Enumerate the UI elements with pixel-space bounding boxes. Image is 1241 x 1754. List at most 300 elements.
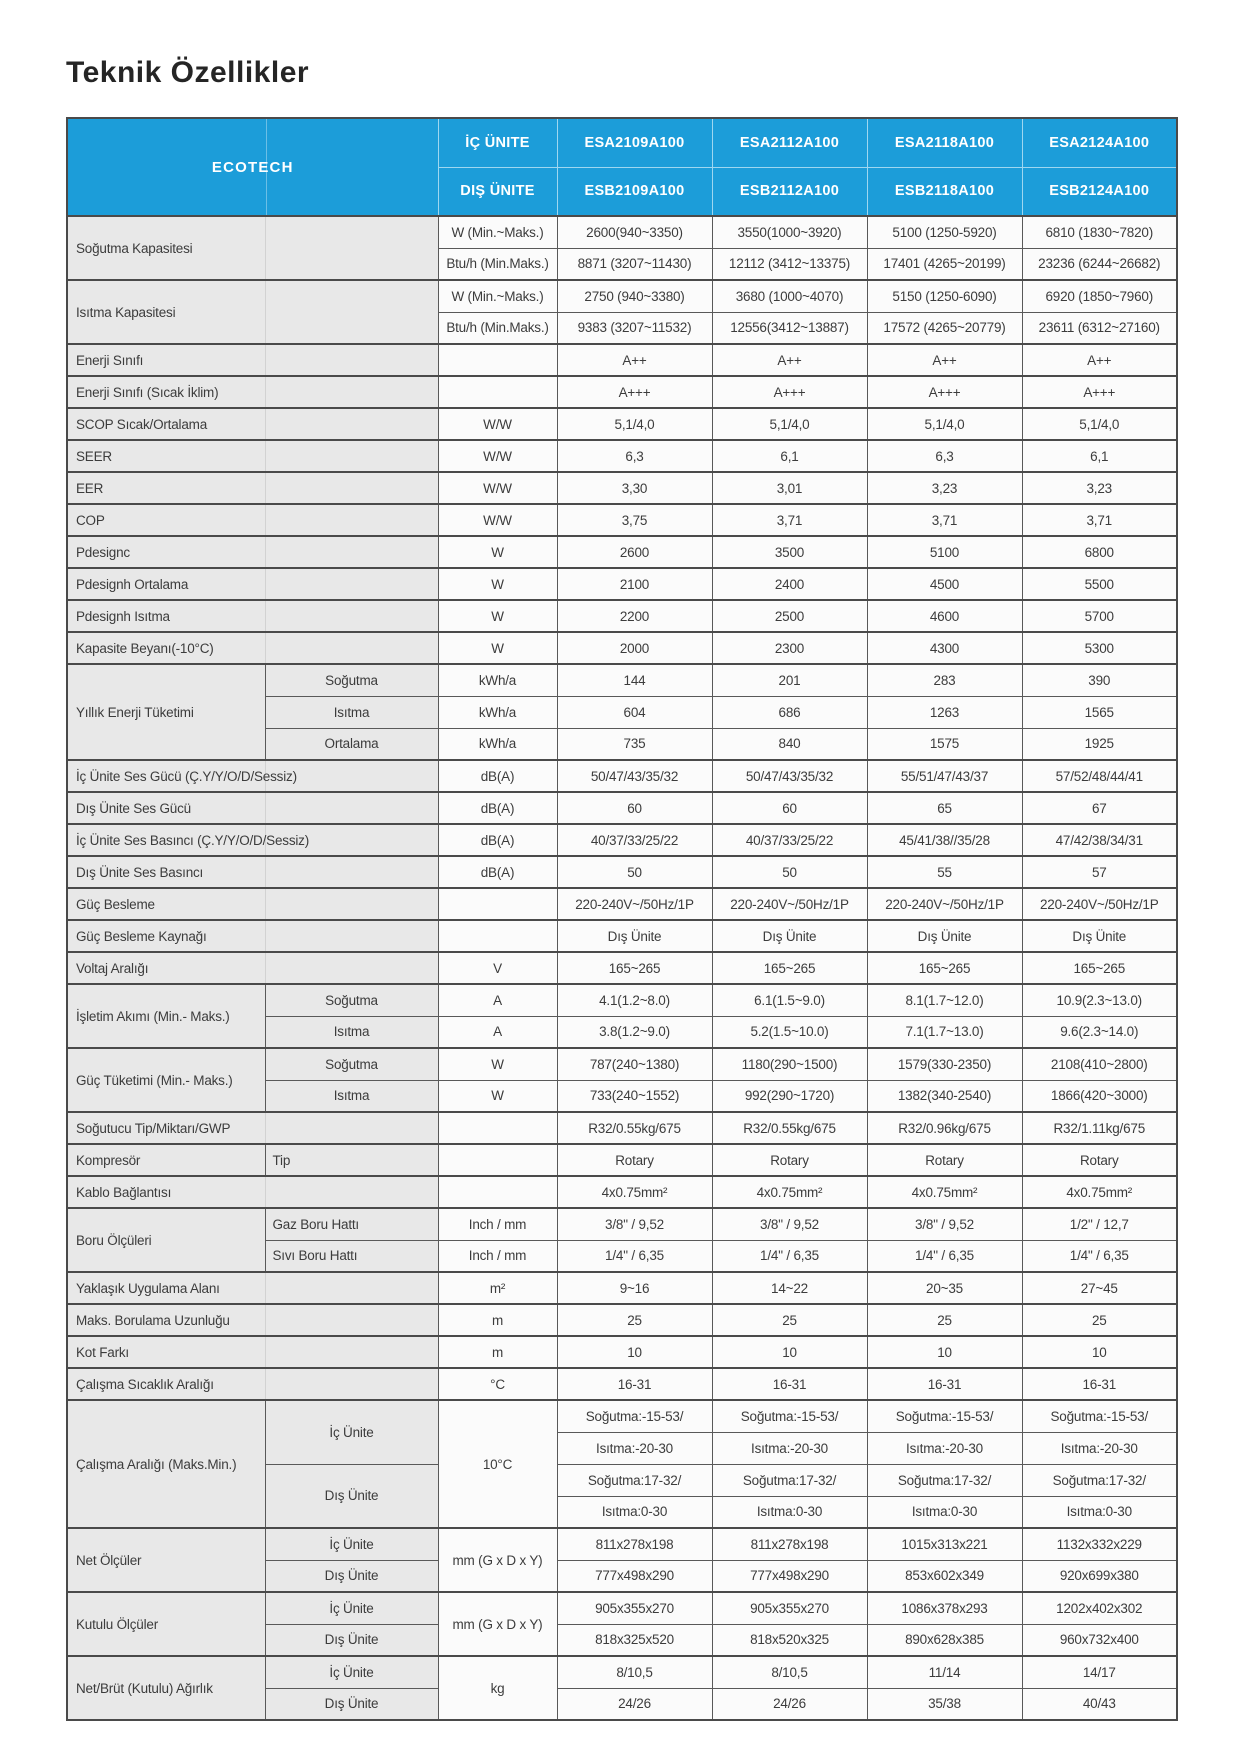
spec-value: 165~265 — [712, 952, 867, 984]
spec-label: İşletim Akımı (Min.- Maks.) — [67, 984, 265, 1048]
spec-value: 920x699x380 — [1022, 1560, 1177, 1592]
spec-value: 3/8" / 9,52 — [867, 1208, 1022, 1240]
spec-unit: W — [438, 632, 557, 664]
table-row — [67, 888, 1177, 920]
indoor-model-4: ESA2124A100 — [1022, 118, 1177, 167]
spec-value: Soğutma:17-32/ — [557, 1464, 712, 1496]
spec-label: Çalışma Aralığı (Maks.Min.) — [67, 1400, 265, 1528]
spec-value: 4.1(1.2~8.0) — [557, 984, 712, 1016]
spec-unit: mm (G x D x Y) — [438, 1528, 557, 1592]
spec-value: 4x0.75mm² — [1022, 1176, 1177, 1208]
spec-value: Soğutma:-15-53/ — [867, 1400, 1022, 1432]
table-row — [67, 1592, 1177, 1624]
spec-unit: kg — [438, 1656, 557, 1720]
spec-value: 10 — [557, 1336, 712, 1368]
spec-value: Isıtma:-20-30 — [557, 1432, 712, 1464]
spec-value: Soğutma:17-32/ — [712, 1464, 867, 1496]
spec-value: 9~16 — [557, 1272, 712, 1304]
spec-label: Net Ölçüler — [67, 1528, 265, 1592]
spec-value: 60 — [557, 792, 712, 824]
spec-value: 14/17 — [1022, 1656, 1177, 1688]
spec-value: 3,71 — [712, 504, 867, 536]
spec-value: 1015x313x221 — [867, 1528, 1022, 1560]
spec-label: Güç Tüketimi (Min.- Maks.) — [67, 1048, 265, 1112]
table-row — [67, 1304, 1177, 1336]
spec-value: 3,71 — [1022, 504, 1177, 536]
spec-value: 6,1 — [1022, 440, 1177, 472]
spec-label: Pdesignh Ortalama — [67, 568, 438, 600]
spec-unit: kWh/a — [438, 728, 557, 760]
outdoor-unit-label: DIŞ ÜNITE — [438, 167, 557, 216]
spec-label: Boru Ölçüleri — [67, 1208, 265, 1272]
spec-value: 1575 — [867, 728, 1022, 760]
table-row — [67, 376, 1177, 408]
spec-value: 2600(940~3350) — [557, 216, 712, 248]
spec-value: A++ — [712, 344, 867, 376]
spec-value: Soğutma:-15-53/ — [1022, 1400, 1177, 1432]
spec-value: A++ — [867, 344, 1022, 376]
spec-value: R32/0.55kg/675 — [557, 1112, 712, 1144]
spec-value: 201 — [712, 664, 867, 696]
spec-sub-label: Tip — [265, 1144, 438, 1176]
spec-value: 6800 — [1022, 536, 1177, 568]
spec-value: 9.6(2.3~14.0) — [1022, 1016, 1177, 1048]
spec-value: Isıtma:-20-30 — [712, 1432, 867, 1464]
spec-sub-label: Soğutma — [265, 664, 438, 696]
spec-unit — [438, 1144, 557, 1176]
table-row — [67, 856, 1177, 888]
table-row — [67, 504, 1177, 536]
spec-value: 890x628x385 — [867, 1624, 1022, 1656]
spec-value: 60 — [712, 792, 867, 824]
spec-value: 1180(290~1500) — [712, 1048, 867, 1080]
spec-value: 3/8" / 9,52 — [557, 1208, 712, 1240]
spec-sub-label: Isıtma — [265, 1080, 438, 1112]
spec-label: Voltaj Aralığı — [67, 952, 438, 984]
spec-value: 992(290~1720) — [712, 1080, 867, 1112]
spec-value: 2200 — [557, 600, 712, 632]
table-row — [67, 1272, 1177, 1304]
spec-unit — [438, 920, 557, 952]
table-row — [67, 952, 1177, 984]
table-row — [67, 984, 1177, 1016]
spec-value: 25 — [867, 1304, 1022, 1336]
spec-value: A+++ — [867, 376, 1022, 408]
table-row — [67, 1528, 1177, 1560]
spec-value: 1/4" / 6,35 — [557, 1240, 712, 1272]
spec-value: 24/26 — [557, 1688, 712, 1720]
spec-value: 23611 (6312~27160) — [1022, 312, 1177, 344]
spec-unit: W/W — [438, 504, 557, 536]
table-row — [67, 1656, 1177, 1688]
spec-value: 5,1/4,0 — [557, 408, 712, 440]
spec-sub-label: Dış Ünite — [265, 1688, 438, 1720]
spec-unit: kWh/a — [438, 664, 557, 696]
spec-label: Yaklaşık Uygulama Alanı — [67, 1272, 438, 1304]
outdoor-model-1: ESB2109A100 — [557, 167, 712, 216]
spec-value: A+++ — [1022, 376, 1177, 408]
spec-value: 777x498x290 — [557, 1560, 712, 1592]
spec-value: 50 — [712, 856, 867, 888]
spec-value: 27~45 — [1022, 1272, 1177, 1304]
spec-value: Isıtma:0-30 — [867, 1496, 1022, 1528]
spec-value: 733(240~1552) — [557, 1080, 712, 1112]
spec-value: 1086x378x293 — [867, 1592, 1022, 1624]
indoor-model-3: ESA2118A100 — [867, 118, 1022, 167]
spec-label: Yıllık Enerji Tüketimi — [67, 664, 265, 760]
spec-label: Enerji Sınıfı — [67, 344, 438, 376]
spec-value: 10.9(2.3~13.0) — [1022, 984, 1177, 1016]
spec-value: 17401 (4265~20199) — [867, 248, 1022, 280]
spec-value: 57 — [1022, 856, 1177, 888]
outdoor-model-3: ESB2118A100 — [867, 167, 1022, 216]
spec-unit: dB(A) — [438, 760, 557, 792]
spec-value: Soğutma:-15-53/ — [557, 1400, 712, 1432]
spec-value: 10 — [712, 1336, 867, 1368]
indoor-unit-label: İÇ ÜNITE — [438, 118, 557, 167]
spec-unit — [438, 1176, 557, 1208]
spec-label: Soğutucu Tip/Miktarı/GWP — [67, 1112, 438, 1144]
spec-sub-label: Dış Ünite — [265, 1464, 438, 1528]
spec-value: 4600 — [867, 600, 1022, 632]
spec-value: 3,71 — [867, 504, 1022, 536]
spec-value: 45/41/38//35/28 — [867, 824, 1022, 856]
spec-unit: m — [438, 1336, 557, 1368]
spec-label: İç Ünite Ses Basıncı (Ç.Y/Y/O/D/Sessiz) — [67, 824, 438, 856]
spec-unit: W (Min.~Maks.) — [438, 280, 557, 312]
spec-value: R32/1.11kg/675 — [1022, 1112, 1177, 1144]
spec-value: 2300 — [712, 632, 867, 664]
spec-value: A++ — [557, 344, 712, 376]
page-title: Teknik Özellikler — [66, 56, 310, 89]
spec-value: 2500 — [712, 600, 867, 632]
spec-unit: dB(A) — [438, 792, 557, 824]
spec-unit: A — [438, 1016, 557, 1048]
spec-value: 5,1/4,0 — [1022, 408, 1177, 440]
spec-unit: W/W — [438, 472, 557, 504]
table-row — [67, 920, 1177, 952]
spec-unit: Inch / mm — [438, 1240, 557, 1272]
spec-unit — [438, 376, 557, 408]
spec-value: 853x602x349 — [867, 1560, 1022, 1592]
spec-value: 1263 — [867, 696, 1022, 728]
spec-value: 12112 (3412~13375) — [712, 248, 867, 280]
spec-unit: W — [438, 1080, 557, 1112]
spec-value: 57/52/48/44/41 — [1022, 760, 1177, 792]
table-row — [67, 1400, 1177, 1432]
spec-value: 3/8" / 9,52 — [712, 1208, 867, 1240]
spec-sub-label: Gaz Boru Hattı — [265, 1208, 438, 1240]
spec-value: A+++ — [712, 376, 867, 408]
spec-value: 165~265 — [1022, 952, 1177, 984]
spec-value: 4x0.75mm² — [867, 1176, 1022, 1208]
spec-value: 2400 — [712, 568, 867, 600]
spec-value: 14~22 — [712, 1272, 867, 1304]
table-row — [67, 1144, 1177, 1176]
spec-value: 5100 — [867, 536, 1022, 568]
spec-sub-label: Dış Ünite — [265, 1624, 438, 1656]
spec-unit: W — [438, 536, 557, 568]
spec-table — [66, 117, 1178, 1721]
spec-unit: V — [438, 952, 557, 984]
spec-sub-label: Dış Ünite — [265, 1560, 438, 1592]
spec-value: 16-31 — [557, 1368, 712, 1400]
spec-sub-label: Soğutma — [265, 1048, 438, 1080]
spec-value: 65 — [867, 792, 1022, 824]
spec-value: 3,30 — [557, 472, 712, 504]
indoor-model-2: ESA2112A100 — [712, 118, 867, 167]
spec-value: 5,1/4,0 — [712, 408, 867, 440]
table-row — [67, 1336, 1177, 1368]
spec-value: Dış Ünite — [712, 920, 867, 952]
table-row — [67, 1208, 1177, 1240]
spec-unit: dB(A) — [438, 856, 557, 888]
brand-cell: ECOTECH — [67, 118, 438, 216]
spec-label: Kutulu Ölçüler — [67, 1592, 265, 1656]
spec-label: Kablo Bağlantısı — [67, 1176, 438, 1208]
table-row — [67, 1176, 1177, 1208]
spec-unit — [438, 888, 557, 920]
spec-value: 5300 — [1022, 632, 1177, 664]
spec-value: 144 — [557, 664, 712, 696]
spec-value: 5700 — [1022, 600, 1177, 632]
spec-value: 811x278x198 — [712, 1528, 867, 1560]
spec-value: 8/10,5 — [712, 1656, 867, 1688]
spec-value: 2108(410~2800) — [1022, 1048, 1177, 1080]
spec-value: Rotary — [1022, 1144, 1177, 1176]
spec-value: 50/47/43/35/32 — [557, 760, 712, 792]
spec-value: 165~265 — [557, 952, 712, 984]
table-row — [67, 1112, 1177, 1144]
spec-unit: Btu/h (Min.Maks.) — [438, 312, 557, 344]
spec-value: 4300 — [867, 632, 1022, 664]
spec-value: 3,23 — [867, 472, 1022, 504]
table-row — [67, 280, 1177, 312]
spec-value: 16-31 — [867, 1368, 1022, 1400]
spec-value: 16-31 — [712, 1368, 867, 1400]
spec-value: 67 — [1022, 792, 1177, 824]
spec-value: 6920 (1850~7960) — [1022, 280, 1177, 312]
spec-value: Rotary — [712, 1144, 867, 1176]
spec-value: 811x278x198 — [557, 1528, 712, 1560]
spec-value: 960x732x400 — [1022, 1624, 1177, 1656]
spec-value: 220-240V~/50Hz/1P — [557, 888, 712, 920]
spec-label: Dış Ünite Ses Gücü — [67, 792, 438, 824]
spec-value: 3680 (1000~4070) — [712, 280, 867, 312]
table-row — [67, 792, 1177, 824]
spec-value: 8/10,5 — [557, 1656, 712, 1688]
spec-label: COP — [67, 504, 438, 536]
table-row — [67, 440, 1177, 472]
spec-unit: kWh/a — [438, 696, 557, 728]
spec-value: 686 — [712, 696, 867, 728]
spec-label: Pdesignh Isıtma — [67, 600, 438, 632]
spec-value: 8.1(1.7~12.0) — [867, 984, 1022, 1016]
spec-value: R32/0.96kg/675 — [867, 1112, 1022, 1144]
spec-value: 50 — [557, 856, 712, 888]
spec-unit: Inch / mm — [438, 1208, 557, 1240]
spec-sub-label: İç Ünite — [265, 1656, 438, 1688]
spec-unit: Btu/h (Min.Maks.) — [438, 248, 557, 280]
spec-sub-label: Sıvı Boru Hattı — [265, 1240, 438, 1272]
spec-sub-label: Soğutma — [265, 984, 438, 1016]
spec-label: Çalışma Sıcaklık Aralığı — [67, 1368, 438, 1400]
spec-label: Maks. Borulama Uzunluğu — [67, 1304, 438, 1336]
spec-value: Isıtma:0-30 — [1022, 1496, 1177, 1528]
spec-label: EER — [67, 472, 438, 504]
spec-value: 4x0.75mm² — [557, 1176, 712, 1208]
spec-sub-label: Ortalama — [265, 728, 438, 760]
spec-value: 220-240V~/50Hz/1P — [1022, 888, 1177, 920]
outdoor-model-2: ESB2112A100 — [712, 167, 867, 216]
spec-value: 55/51/47/43/37 — [867, 760, 1022, 792]
spec-value: 50/47/43/35/32 — [712, 760, 867, 792]
spec-value: 10 — [1022, 1336, 1177, 1368]
spec-unit: dB(A) — [438, 824, 557, 856]
spec-unit: W — [438, 1048, 557, 1080]
spec-value: 3550(1000~3920) — [712, 216, 867, 248]
spec-value: 5100 (1250-5920) — [867, 216, 1022, 248]
spec-value: 40/37/33/25/22 — [712, 824, 867, 856]
spec-value: 1382(340-2540) — [867, 1080, 1022, 1112]
spec-label: Dış Ünite Ses Basıncı — [67, 856, 438, 888]
spec-value: 2000 — [557, 632, 712, 664]
spec-value: 2100 — [557, 568, 712, 600]
spec-unit — [438, 344, 557, 376]
spec-value: A+++ — [557, 376, 712, 408]
table-row — [67, 632, 1177, 664]
table-row — [67, 600, 1177, 632]
spec-value: 6,3 — [867, 440, 1022, 472]
spec-value: 25 — [712, 1304, 867, 1336]
spec-value: 7.1(1.7~13.0) — [867, 1016, 1022, 1048]
spec-sub-label: İç Ünite — [265, 1528, 438, 1560]
spec-value: 25 — [557, 1304, 712, 1336]
spec-value: 3,01 — [712, 472, 867, 504]
spec-label: Pdesignc — [67, 536, 438, 568]
spec-table-body — [67, 216, 1177, 1720]
spec-unit: W/W — [438, 408, 557, 440]
spec-label: Güç Besleme Kaynağı — [67, 920, 438, 952]
spec-value: 4x0.75mm² — [712, 1176, 867, 1208]
spec-label: Isıtma Kapasitesi — [67, 280, 438, 344]
spec-value: 1202x402x302 — [1022, 1592, 1177, 1624]
spec-unit: W (Min.~Maks.) — [438, 216, 557, 248]
spec-value: 9383 (3207~11532) — [557, 312, 712, 344]
spec-label: Enerji Sınıfı (Sıcak İklim) — [67, 376, 438, 408]
table-row — [67, 408, 1177, 440]
spec-value: 283 — [867, 664, 1022, 696]
spec-value: 840 — [712, 728, 867, 760]
spec-unit: °C — [438, 1368, 557, 1400]
spec-value: 787(240~1380) — [557, 1048, 712, 1080]
spec-value: Soğutma:17-32/ — [867, 1464, 1022, 1496]
table-row — [67, 664, 1177, 696]
spec-value: 5500 — [1022, 568, 1177, 600]
spec-value: 16-31 — [1022, 1368, 1177, 1400]
table-row — [67, 1368, 1177, 1400]
table-row — [67, 216, 1177, 248]
spec-value: 5,1/4,0 — [867, 408, 1022, 440]
spec-value: Isıtma:0-30 — [557, 1496, 712, 1528]
spec-value: 20~35 — [867, 1272, 1022, 1304]
spec-value: 6,1 — [712, 440, 867, 472]
spec-value: 1579(330-2350) — [867, 1048, 1022, 1080]
spec-value: 6810 (1830~7820) — [1022, 216, 1177, 248]
spec-value: 24/26 — [712, 1688, 867, 1720]
spec-unit: 10°C — [438, 1400, 557, 1528]
outdoor-model-4: ESB2124A100 — [1022, 167, 1177, 216]
spec-value: Soğutma:-15-53/ — [712, 1400, 867, 1432]
spec-value: 735 — [557, 728, 712, 760]
spec-unit: A — [438, 984, 557, 1016]
spec-value: 1/2" / 12,7 — [1022, 1208, 1177, 1240]
spec-sub-label: İç Ünite — [265, 1592, 438, 1624]
spec-value: 6.1(1.5~9.0) — [712, 984, 867, 1016]
spec-label: Kapasite Beyanı(-10°C) — [67, 632, 438, 664]
spec-value: 3,75 — [557, 504, 712, 536]
spec-value: 165~265 — [867, 952, 1022, 984]
spec-value: 6,3 — [557, 440, 712, 472]
spec-value: 390 — [1022, 664, 1177, 696]
spec-unit: mm (G x D x Y) — [438, 1592, 557, 1656]
spec-value: 47/42/38/34/31 — [1022, 824, 1177, 856]
spec-value: 3,23 — [1022, 472, 1177, 504]
spec-value: 905x355x270 — [557, 1592, 712, 1624]
table-row — [67, 536, 1177, 568]
spec-value: 17572 (4265~20779) — [867, 312, 1022, 344]
spec-value: Dış Ünite — [557, 920, 712, 952]
spec-sub-label: Isıtma — [265, 696, 438, 728]
spec-table-header — [67, 118, 1177, 216]
spec-value: Dış Ünite — [1022, 920, 1177, 952]
spec-value: 220-240V~/50Hz/1P — [867, 888, 1022, 920]
spec-value: Rotary — [867, 1144, 1022, 1176]
spec-label: İç Ünite Ses Gücü (Ç.Y/Y/O/D/Sessiz) — [67, 760, 438, 792]
spec-label: SCOP Sıcak/Ortalama — [67, 408, 438, 440]
spec-value: 23236 (6244~26682) — [1022, 248, 1177, 280]
spec-value: Soğutma:17-32/ — [1022, 1464, 1177, 1496]
spec-value: 55 — [867, 856, 1022, 888]
spec-value: A++ — [1022, 344, 1177, 376]
spec-value: 1866(420~3000) — [1022, 1080, 1177, 1112]
spec-label: Net/Brüt (Kutulu) Ağırlık — [67, 1656, 265, 1720]
indoor-model-1: ESA2109A100 — [557, 118, 712, 167]
spec-value: 3.8(1.2~9.0) — [557, 1016, 712, 1048]
spec-value: 4500 — [867, 568, 1022, 600]
spec-value: 604 — [557, 696, 712, 728]
spec-unit: m² — [438, 1272, 557, 1304]
spec-label: Güç Besleme — [67, 888, 438, 920]
spec-value: 818x520x325 — [712, 1624, 867, 1656]
spec-label: Kot Farkı — [67, 1336, 438, 1368]
spec-value: 25 — [1022, 1304, 1177, 1336]
spec-value: 220-240V~/50Hz/1P — [712, 888, 867, 920]
spec-value: 777x498x290 — [712, 1560, 867, 1592]
spec-label: Soğutma Kapasitesi — [67, 216, 438, 280]
table-row — [67, 568, 1177, 600]
spec-value: Rotary — [557, 1144, 712, 1176]
table-row — [67, 344, 1177, 376]
spec-value: 1/4" / 6,35 — [1022, 1240, 1177, 1272]
spec-value: 5150 (1250-6090) — [867, 280, 1022, 312]
spec-value: 2750 (940~3380) — [557, 280, 712, 312]
spec-sub-label: Isıtma — [265, 1016, 438, 1048]
header-row-indoor — [67, 118, 1177, 167]
spec-value: 2600 — [557, 536, 712, 568]
spec-value: 12556(3412~13887) — [712, 312, 867, 344]
spec-value: 35/38 — [867, 1688, 1022, 1720]
